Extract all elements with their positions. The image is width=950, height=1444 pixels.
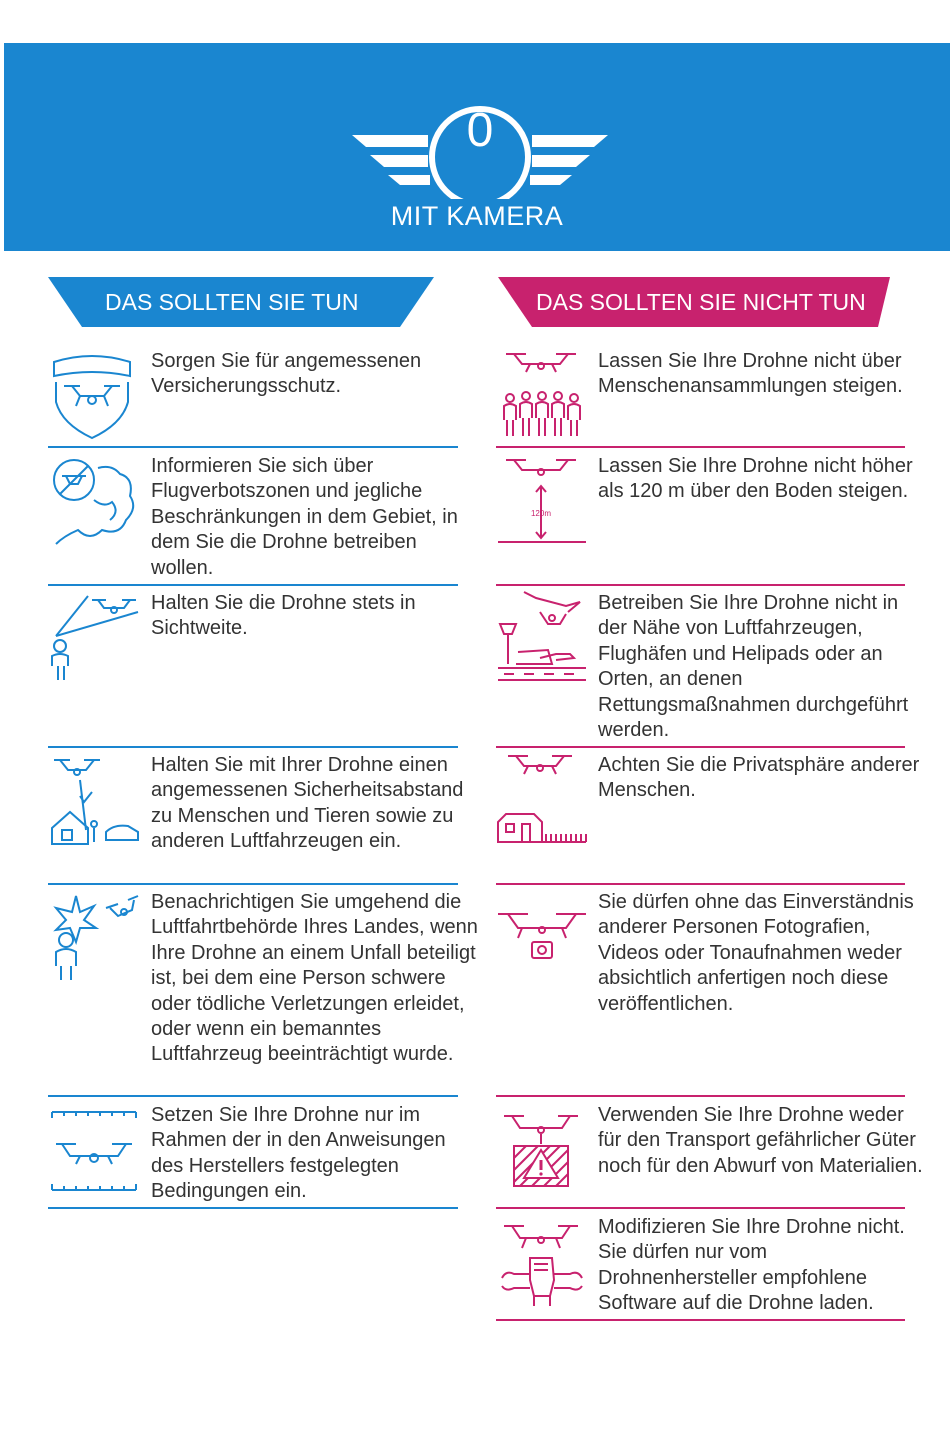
do-item-text: Setzen Sie Ihre Drohne nur im Rahmen der in den Anweisungen des Herstellers festgelegten Bedingungen ein. bbox=[151, 1104, 446, 1203]
crowd-drone-icon bbox=[496, 350, 588, 442]
divider bbox=[496, 883, 905, 885]
altitude-label: 120m bbox=[530, 509, 552, 518]
do-item-text: Informieren Sie sich über Flugverbotszonen und jegliche Beschränkungen in dem Gebiet, in dem Sie die Drohne betreiben wollen. bbox=[151, 455, 458, 579]
dont-section-banner bbox=[498, 277, 890, 327]
do-item-text: Halten Sie mit Ihrer Drohne einen angemessenen Sicherheitsabstand zu Menschen und Tieren sowie zu anderen Luftfahrzeugen ein. bbox=[151, 754, 464, 853]
do-section-title: DAS SOLLTEN SIE TUN bbox=[105, 289, 359, 315]
divider bbox=[48, 446, 458, 448]
do-item-text: Benachrichtigen Sie umgehend die Luftfahrtbehörde Ihres Landes, wenn Ihre Drohne an einem Unfall beteiligt ist, bei dem eine Person schwere oder tödliche Verletzungen erleidet, oder wenn ein bemanntes Luftfahrzeug beeinträchtigt wurde. bbox=[151, 891, 478, 1066]
dont-item-text: Lassen Sie Ihre Drohne nicht über Menschenansammlungen steigen. bbox=[598, 350, 903, 398]
divider bbox=[48, 1095, 458, 1097]
accident-report-icon bbox=[48, 892, 140, 984]
divider bbox=[48, 883, 458, 885]
insurance-shield-drone-icon bbox=[50, 352, 134, 440]
badge-number: 0 bbox=[466, 104, 494, 157]
divider bbox=[48, 746, 458, 748]
airport-drone-icon bbox=[496, 588, 588, 684]
header-banner bbox=[4, 43, 950, 251]
dont-section-title: DAS SOLLTEN SIE NICHT TUN bbox=[536, 289, 866, 315]
modification-tools-icon bbox=[496, 1218, 588, 1310]
dont-item-text: Verwenden Sie Ihre Drohne weder für den Transport gefährlicher Güter noch für den Abwurf von Materialien. bbox=[598, 1104, 923, 1177]
dont-item-text: Betreiben Sie Ihre Drohne nicht in der Nähe von Luftfahrzeugen, Flughäfen und Helipads oder an Orten, an denen Rettungsmaßnahmen durchgeführt werden. bbox=[598, 592, 909, 742]
safety-distance-icon bbox=[48, 752, 140, 846]
dont-item-text: Modifizieren Sie Ihre Drohne nicht. Sie dürfen nur vom Drohnenhersteller empfohlene Software auf die Drohne laden. bbox=[598, 1216, 905, 1315]
divider bbox=[496, 1095, 905, 1097]
divider bbox=[48, 1207, 458, 1209]
divider bbox=[496, 746, 905, 748]
privacy-house-icon bbox=[496, 752, 588, 846]
dont-item-text: Achten Sie die Privatsphäre anderer Menschen. bbox=[598, 754, 920, 802]
no-fly-zone-map-icon bbox=[50, 456, 140, 548]
page-title: MIT KAMERA bbox=[390, 201, 564, 231]
divider bbox=[496, 1207, 905, 1209]
divider bbox=[496, 446, 905, 448]
dangerous-goods-icon bbox=[496, 1108, 588, 1192]
altitude-limit-icon bbox=[496, 456, 588, 548]
dont-item-text: Sie dürfen ohne das Einverständnis anderer Personen Fotografien, Videos oder Tonaufnahmen weder absichtlich anfertigen noch diese veröffentlichen. bbox=[598, 891, 914, 1015]
do-section-banner bbox=[48, 277, 434, 327]
do-item-text: Halten Sie die Drohne stets in Sichtweite. bbox=[151, 592, 416, 640]
camera-drone-icon bbox=[496, 906, 588, 966]
line-of-sight-icon bbox=[48, 592, 140, 684]
divider bbox=[496, 1319, 905, 1321]
manufacturer-limits-icon bbox=[48, 1104, 140, 1196]
dont-item-text: Lassen Sie Ihre Drohne nicht höher als 120 m über den Boden steigen. bbox=[598, 455, 913, 503]
do-item-text: Sorgen Sie für angemessenen Versicherungsschutz. bbox=[151, 350, 422, 398]
divider bbox=[496, 584, 905, 586]
divider bbox=[48, 584, 458, 586]
